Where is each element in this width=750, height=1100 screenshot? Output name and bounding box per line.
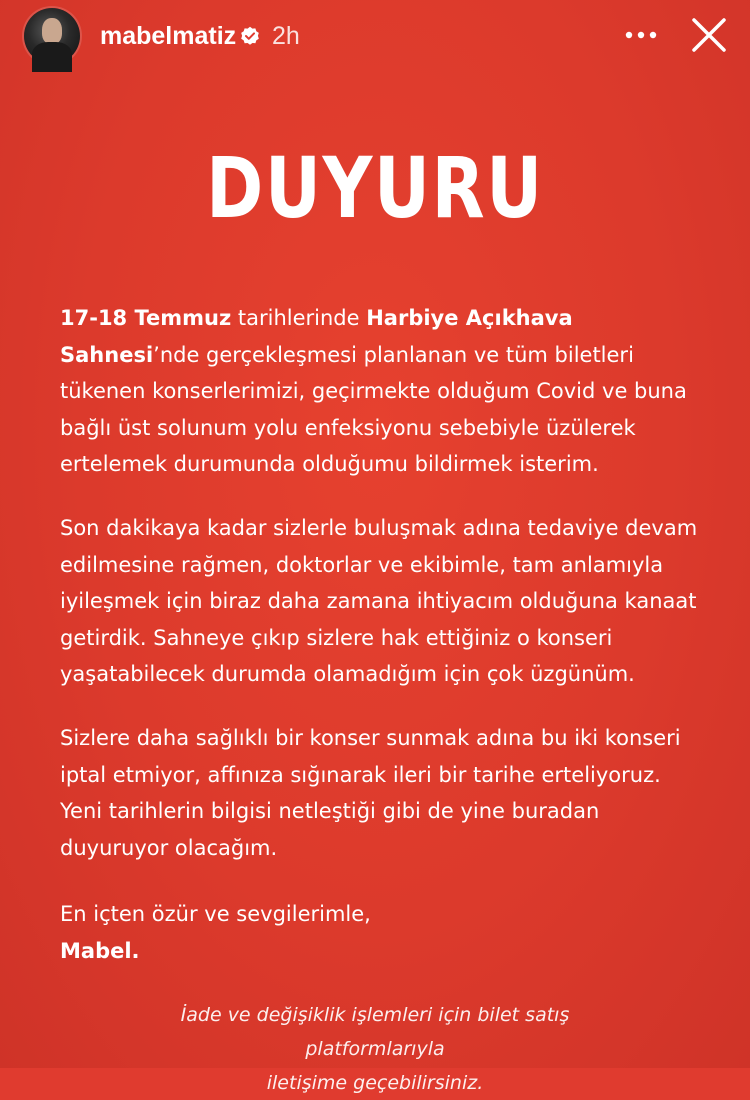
paragraph-1-text-a: tarihlerinde bbox=[231, 306, 367, 330]
paragraph-1-text-b: ’nde gerçekleşmesi planlanan ve tüm biletleri tükenen konserlerimizi, geçirmekte olduğum Covid ve buna bağlı üst solunum yolu enfeksiyonu sebebiyle üzülerek ertelemek durumunda olduğumu bildirmek isterim. bbox=[60, 342, 687, 476]
event-dates: 17-18 Temmuz bbox=[60, 306, 232, 330]
close-icon[interactable] bbox=[690, 16, 728, 54]
story-header bbox=[0, 0, 750, 72]
avatar-face bbox=[42, 18, 62, 44]
paragraph-1 bbox=[60, 300, 700, 483]
verified-badge-icon bbox=[240, 26, 260, 46]
venue-name: Harbiye Açıkhava Sahnesi bbox=[60, 306, 573, 367]
footer-line-2: iletişime geçebilirsiniz. bbox=[266, 1072, 484, 1094]
closing-block bbox=[60, 896, 700, 969]
paragraph-2: Son dakikaya kadar sizlerle buluşmak adına tedaviye devam edilmesine rağmen, doktorlar ve ekibimle, tam anlamıyla iyileşmek için biraz daha zamana ihtiyacım olduğuna kanaat getirdik. Sahneye çıkıp sizlere hak ettiğiniz o konseri yaşatabilecek durumda olamadığım için çok üzgünüm. bbox=[60, 516, 698, 686]
announcement-title: DUYURU bbox=[206, 139, 544, 237]
signature: Mabel. bbox=[60, 938, 140, 963]
avatar[interactable] bbox=[24, 8, 80, 64]
username[interactable]: mabelmatiz bbox=[100, 22, 237, 50]
more-dots-icon[interactable] bbox=[624, 18, 658, 52]
closing-line: En içten özür ve sevgilerimle, bbox=[60, 902, 371, 926]
avatar-body bbox=[32, 42, 72, 72]
footer-note bbox=[110, 998, 640, 1100]
post-time: 2h bbox=[272, 22, 300, 50]
paragraph-3: Sizlere daha sağlıklı bir konser sunmak adına bu iki konseri iptal etmiyor, affınıza sığınarak ileri bir tarihe erteliyoruz. Yeni tarihlerin bilgisi netleştiği gibi de yine buradan duyuruyor olacağım. bbox=[60, 726, 681, 860]
footer-line-1: İade ve değişiklik işlemleri için bilet satış platformlarıyla bbox=[180, 1004, 570, 1060]
